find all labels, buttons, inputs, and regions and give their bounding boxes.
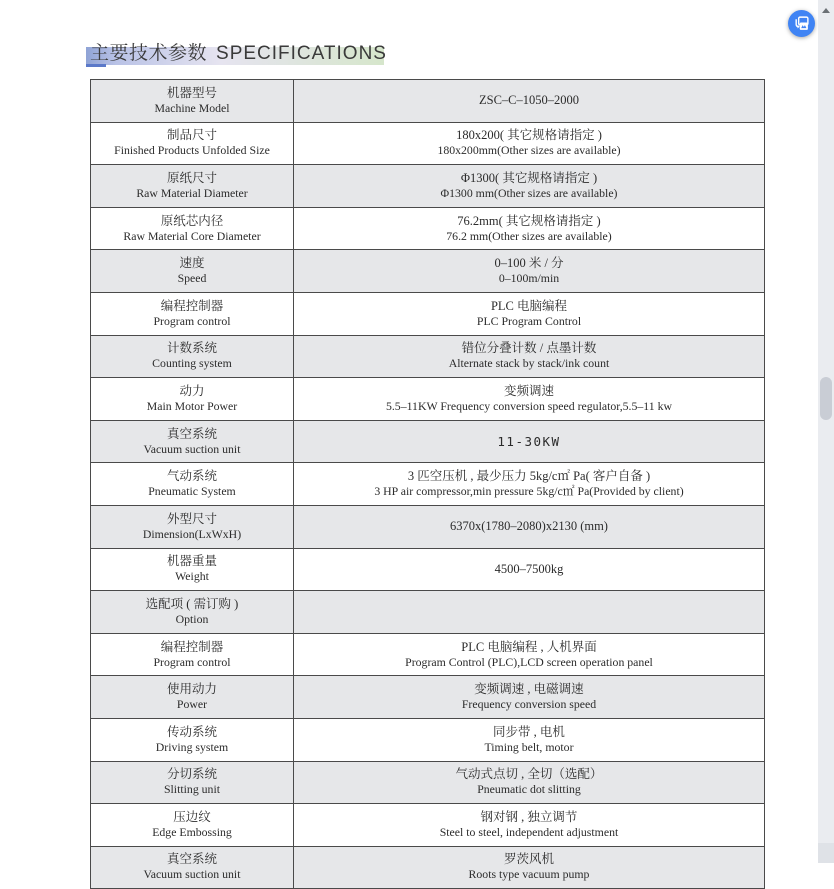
spec-value-cell [294,80,765,123]
table-row [91,591,765,634]
spec-table-body [91,80,765,889]
table-row [91,548,765,591]
row-value-line2: Roots type vacuum pump [468,867,590,882]
row-label-en: Raw Material Core Diameter [123,228,261,243]
row-label-en: Program control [153,313,231,328]
table-row [91,463,765,506]
table-row [91,378,765,421]
row-value-line2: 180x200mm(Other sizes are available) [437,143,621,158]
row-label-en: Raw Material Diameter [136,185,248,200]
row-value-line1: ZSC–C–1050–2000 [478,93,579,108]
spec-value-cell [294,718,765,761]
scrollbar-down-button[interactable] [818,843,834,863]
specifications-table [90,79,765,889]
row-value-line1: 错位分叠计数 / 点墨计数 [461,341,597,356]
spec-label-cell [91,676,294,719]
row-label-en: Option [175,611,209,626]
row-value-line1: Φ1300( 其它规格请指定 ) [460,170,598,185]
row-value-line2: Steel to steel, independent adjustment [439,824,619,839]
spec-label-cell [91,292,294,335]
row-label-en: Vacuum suction unit [143,441,241,456]
row-label-en: Slitting unit [163,782,221,797]
spec-value-cell [294,122,765,165]
row-value-line1: 变频调速 , 电磁调速 [474,682,584,697]
row-label-en: Vacuum suction unit [143,867,241,882]
row-label-cn: 传动系统 [166,724,217,739]
row-label-en: Dimension(LxWxH) [142,526,242,541]
row-value-line2: Timing belt, motor [484,739,574,754]
row-label-cn: 原纸尺寸 [166,170,217,185]
spec-value-cell [294,165,765,208]
spec-label-cell [91,165,294,208]
row-label-en: Pneumatic System [148,484,236,499]
row-label-cn: 速度 [179,256,205,271]
scrollbar-up-button[interactable] [818,0,834,18]
spec-label-cell [91,250,294,293]
spec-label-cell [91,420,294,463]
spec-label-cell [91,335,294,378]
row-value-line1: 同步带 , 电机 [493,724,565,739]
row-value-line1: 变频调速 [503,383,554,398]
spec-label-cell [91,718,294,761]
row-label-cn: 真空系统 [166,426,217,441]
row-label-cn: 动力 [179,383,205,398]
table-row [91,761,765,804]
vertical-scrollbar[interactable] [818,0,834,863]
row-value-line2: Alternate stack by stack/ink count [448,356,610,371]
spec-label-cell [91,122,294,165]
row-label-en: Program control [153,654,231,669]
table-row [91,420,765,463]
row-label-cn: 机器型号 [166,85,217,100]
row-value-line1: PLC 电脑编程 , 人机界面 [461,639,597,654]
row-value-line2: 0–100m/min [498,271,560,286]
row-label-en: Machine Model [154,100,230,115]
table-row [91,718,765,761]
spec-value-cell [294,378,765,421]
spec-label-cell [91,633,294,676]
row-value-line1: 76.2mm( 其它规格请指定 ) [457,213,601,228]
row-value-line1: 气动式点切 , 全切（选配） [455,767,603,782]
spec-label-cell [91,846,294,889]
translate-image-icon [793,15,810,32]
table-row [91,804,765,847]
row-label-en: Counting system [152,356,232,371]
row-value-line2: Φ1300 mm(Other sizes are available) [440,185,618,200]
row-label-cn: 编程控制器 [160,298,224,313]
row-label-cn: 使用动力 [166,682,217,697]
row-value-line1: 11-30KW [497,434,561,450]
row-value-line1: 3 匹空压机 , 最少压力 5kg/c㎡ Pa( 客户自备 ) [407,469,651,484]
spec-label-cell [91,548,294,591]
spec-label-cell [91,591,294,634]
row-label-en: Edge Embossing [152,824,232,839]
spec-label-cell [91,80,294,123]
spec-value-cell [294,335,765,378]
page-title-en: SPECIFICATIONS [216,43,387,64]
spec-value-cell [294,292,765,335]
table-row [91,292,765,335]
row-label-en: Main Motor Power [146,398,238,413]
row-value-line1: 0–100 米 / 分 [494,256,564,271]
spec-value-cell [294,804,765,847]
spec-label-cell [91,207,294,250]
spec-label-cell [91,761,294,804]
table-row [91,80,765,123]
row-value-line1: 钢对钢 , 独立调节 [480,809,578,824]
spec-value-cell [294,463,765,506]
table-row [91,633,765,676]
spec-value-cell [294,548,765,591]
spec-value-cell [294,761,765,804]
spec-value-cell [294,505,765,548]
table-row [91,505,765,548]
row-value-line1: 6370x(1780–2080)x2130 (mm) [450,519,608,534]
row-label-en: Power [176,697,208,712]
table-row [91,250,765,293]
spec-value-cell [294,633,765,676]
page-title [90,38,387,65]
row-label-cn: 计数系统 [166,341,217,356]
spec-value-cell [294,676,765,719]
row-value-line1: 4500–7500kg [494,561,564,576]
spec-value-cell [294,846,765,889]
row-label-cn: 制品尺寸 [166,128,217,143]
row-label-en: Driving system [155,739,229,754]
spec-label-cell [91,378,294,421]
translate-image-button[interactable] [788,10,815,37]
row-label-cn: 编程控制器 [160,639,224,654]
row-label-cn: 真空系统 [166,852,217,867]
row-value-line2: Program Control (PLC),LCD screen operation panel [405,654,653,669]
spec-value-cell [294,207,765,250]
spec-label-cell [91,463,294,506]
row-label-en: Speed [177,271,207,286]
row-label-cn: 原纸芯内径 [160,213,224,228]
row-value-line2: 3 HP air compressor,min pressure 5kg/c㎡ Pa(Provided by client) [374,484,684,499]
row-label-cn: 分切系统 [166,767,217,782]
spec-value-cell [294,250,765,293]
scrollbar-thumb[interactable] [820,377,832,420]
section-title [90,38,387,68]
table-row [91,335,765,378]
row-label-cn: 机器重量 [166,554,217,569]
row-value-line1: PLC 电脑编程 [490,298,568,313]
up-arrow-icon [822,8,830,13]
row-label-cn: 压边纹 [173,809,211,824]
table-row [91,165,765,208]
row-label-en: Weight [175,569,209,584]
table-row [91,676,765,719]
table-row [91,846,765,889]
row-value-line2: PLC Program Control [476,313,582,328]
table-row [91,207,765,250]
spec-label-cell [91,505,294,548]
row-value-line2: 76.2 mm(Other sizes are available) [446,228,612,243]
spec-value-cell [294,591,765,634]
row-value-line2: 5.5–11KW Frequency conversion speed regulator,5.5–11 kw [385,398,673,413]
row-value-line1: 180x200( 其它规格请指定 ) [456,128,602,143]
row-value-line1: 罗茨风机 [503,852,554,867]
page-title-cn: 主要技术参数 [90,43,208,64]
spec-value-cell [294,420,765,463]
spec-label-cell [91,804,294,847]
row-label-cn: 外型尺寸 [166,511,217,526]
table-row [91,122,765,165]
row-value-line2: Pneumatic dot slitting [477,782,581,797]
row-value-line2: Frequency conversion speed [461,697,597,712]
row-label-cn: 气动系统 [166,469,217,484]
row-label-en: Finished Products Unfolded Size [114,143,270,158]
row-label-cn: 选配项 ( 需订购 ) [145,596,239,611]
